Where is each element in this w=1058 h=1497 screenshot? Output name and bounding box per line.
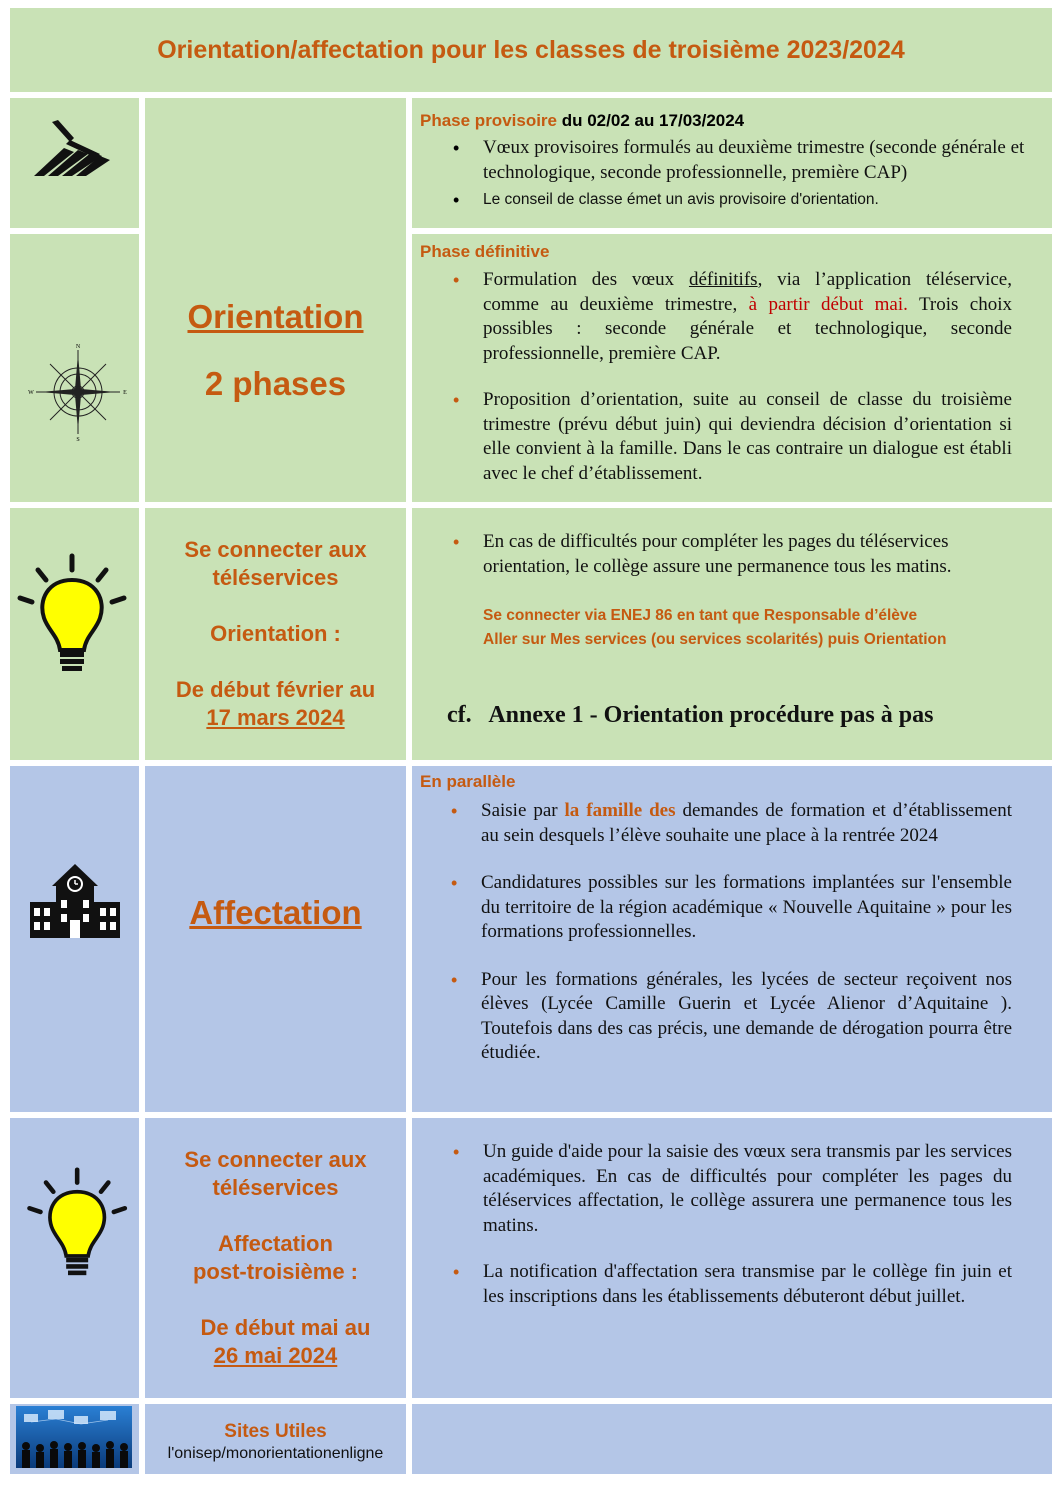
- stairs-icon: [30, 118, 114, 180]
- compass-icon: [28, 342, 128, 442]
- connect-affectation-cell: [145, 1118, 406, 1398]
- connect-affectation-line5: De début mai au: [200, 1315, 371, 1340]
- connect-affectation-line3: Affectation: [218, 1231, 333, 1256]
- compass-icon-cell: [10, 234, 139, 502]
- school-icon-cell: [10, 766, 139, 1112]
- phase-provisoire-bullet: • Le conseil de classe émet un avis provisoire d'orientation.: [483, 188, 1048, 212]
- affectation-info-cell: [412, 766, 1052, 1112]
- sites-utiles-cell: [145, 1404, 406, 1474]
- affectation-heading-cell: [145, 766, 406, 1112]
- phase-provisoire-bullet: • Vœux provisoires formulés au deuxième trimestre (seconde générale et technologique, seconde professionnelle, première CAP): [483, 136, 1048, 185]
- orientation-subheading: 2 phases: [204, 365, 347, 402]
- connect-affectation-line2: téléservices: [212, 1175, 339, 1200]
- page-title-bar: [10, 8, 1052, 92]
- affectation-heading: Affectation: [189, 894, 362, 931]
- compass-s: S: [76, 437, 80, 442]
- school-icon: [28, 862, 122, 938]
- enej-link-instruction[interactable]: Se connecter via ENEJ 86 en tant que Responsable d’élève: [483, 607, 918, 624]
- connect-orientation-line1: Se connecter aux: [184, 537, 367, 562]
- phase-provisoire-heading: Phase provisoire du 02/02 au 17/03/2024: [420, 111, 745, 130]
- compass-n: N: [75, 344, 81, 350]
- compass-e: E: [123, 390, 127, 396]
- phase-definitive-heading: Phase définitive: [420, 242, 550, 261]
- page-title: Orientation/affectation pour les classes de troisième 2023/2024: [157, 35, 905, 64]
- phase-provisoire-cell: [412, 98, 1052, 228]
- onisep-link[interactable]: l'onisep/monorientationenligne: [167, 1445, 384, 1462]
- orientation-heading-cell: [145, 98, 406, 502]
- affectation-bullet: • Pour les formations générales, les lycées de secteur reçoivent nos élèves (Lycée Camille Guerin et Lycée Alienor d’Aquitaine ). Toutefois dans des cas précis, une demande de dérogation pourra être étudiée.: [481, 968, 1012, 1066]
- affectation-bullet: • Saisie par la famille des demandes de formation et d’établissement au sein desquels l’élève souhaite une place à la rentrée 2024: [481, 799, 1012, 848]
- en-parallele-heading: En parallèle: [420, 772, 516, 791]
- compass-w: W: [28, 390, 34, 396]
- connect-orientation-cell: [145, 508, 406, 760]
- connect-orientation-line4: De début février au: [175, 677, 376, 702]
- orientation-heading: Orientation: [187, 298, 364, 335]
- connect-affectation-line6: 26 mai 2024: [213, 1343, 338, 1368]
- connect-affectation-line1: Se connecter aux: [184, 1147, 367, 1172]
- sites-utiles-heading: Sites Utiles: [224, 1421, 327, 1442]
- connect-orientation-info-cell: [412, 508, 1052, 760]
- connect-orientation-line2: téléservices: [212, 565, 339, 590]
- connect-affectation-bullet: • La notification d'affectation sera transmise par le collège fin juin et les inscriptions dans les établissements débuteront début juillet.: [483, 1260, 1012, 1309]
- lightbulb-icon-cell: [10, 508, 139, 760]
- connect-orientation-bullet: • En cas de difficultés pour compléter les pages du téléservices orientation, le collège assure une permanence tous les matins.: [483, 530, 1012, 579]
- lightbulb-icon: [24, 1160, 134, 1284]
- sites-utiles-empty-cell: [412, 1404, 1052, 1474]
- connect-affectation-bullet: • Un guide d'aide pour la saisie des vœux sera transmis par les services académiques. En cas de difficultés pour compléter les pages du téléservices affectation, le collège assurera une permanence tous les matins.: [483, 1140, 1012, 1238]
- connect-orientation-line3: Orientation :: [210, 621, 341, 646]
- connect-orientation-line5: 17 mars 2024: [206, 705, 345, 730]
- mes-services-instruction[interactable]: Aller sur Mes services (ou services scolarités) puis Orientation: [483, 631, 947, 648]
- connect-affectation-info-cell: [412, 1118, 1052, 1398]
- phase-definitive-bullet: • Proposition d’orientation, suite au conseil de classe du troisième trimestre (prévu début juin) qui deviendra décision d’orientation si elle convient à la famille. Dans le cas contraire un dialogue est établi avec le chef d’établissement.: [483, 388, 1012, 486]
- affectation-bullet: • Candidatures possibles sur les formations implantées sur l'ensemble du territoire de la région académique « Nouvelle Aquitaine » pour les formations professionnelles.: [481, 871, 1012, 945]
- lightbulb-icon: [14, 548, 134, 678]
- connect-affectation-line4: post-troisième :: [192, 1259, 359, 1284]
- annexe-reference: cf. Annexe 1 - Orientation procédure pas à pas: [447, 702, 934, 728]
- people-network-icon-cell: [10, 1404, 139, 1474]
- lightbulb-icon-cell-2: [10, 1118, 139, 1398]
- stairs-icon-cell: [10, 98, 139, 228]
- phase-definitive-bullet: • Formulation des vœux définitifs, via l’application téléservice, comme au deuxième trimestre, à partir début mai. Trois choix possibles : seconde générale et technologique, seconde professionnelle, première CAP.: [483, 268, 1012, 366]
- people-network-icon: [16, 1406, 132, 1468]
- phase-definitive-cell: [412, 234, 1052, 502]
